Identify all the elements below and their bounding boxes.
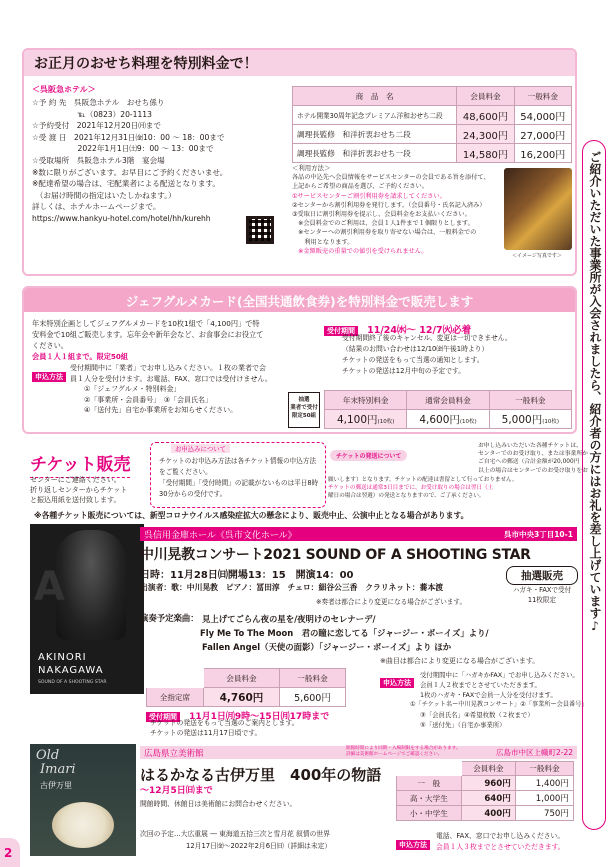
gourmet-card-section [22,286,577,434]
ticket-notice-box: お申込みについて チケットのお申込み方法は各チケット情報の申込方法 をご覧ください。 「受付期間」「受付時間」の記載がないものは平日8時 30分からの受付です。 [150,442,326,508]
osechi-title: お正月のおせち料理を特別料金で！ [34,56,258,72]
concert-apply-lines: 受付期間中に「ハガキかFAX」でお申し込みください。 会員１人２枚までとさせていただきます。 1枚のハガキ・FAXで会員一人分を受付けます。 ①「チケット名ー中川晃教コンサート」②「事業所ー会員番号」 ③「会員氏名」④希望枚数（２枚まで） ⑤「送付先」（自宅か事業所） [410,671,588,729]
table-row: ホテル開業30周年記念プレミアム洋和おせち二段 48,600円 54,000円 [293,106,572,125]
museum-apply-lines: 電話、FAX、窓口でお申し込みください。 会員１人３枚までとさせていただきます。 [436,832,565,851]
covid-notice: ※各種チケット販売については、新型コロナウイルス感染症拡大の懸念により、販売中止、公演中止となる場合があります。 [34,511,469,520]
gourmet-card-title: ジェフグルメカード(全国共通飲食券)を特別料金で販売します [125,294,474,309]
hotel-url[interactable]: https://www.hankyu-hotel.com/hotel/hh/kurehh [32,213,211,223]
gourmet-price-table: 年末特別料金 通常会員料金 一般料金 4,100円(10枚) 4,600円(10枚) 5,000円(10枚) [324,390,572,429]
osechi-notes: ＜利用方法＞ 各品の中込先へ会員情報をサービスセンターの会員である旨を添付て、 上記からご希望の商品を選び、ご予約ください。 ①サービスセンターご割引利用券を請求してください。 ②センターから割引利用券を発行します。（会員番号・氏名記入済み） ③受取日に割引利用券を提示し、会員料金をお支払いください。 ※会員料金でのご利用は、会員１人1件まで１個限りとします。 ※センターへの割引利用券を取り寄せない場合は、一般料金での 利用となります。 ※金額販売の重量での値引を受けられません。 [292,164,490,255]
osechi-section [22,48,577,276]
table-header: 一般料金 [514,87,571,106]
concert-period-lines: チケットの発送をもって当選のご案内とします。 チケットの発送は11月17日頃です。 [150,719,299,737]
info-line: （お届け時間の指定はいたしかねます。） [32,190,176,200]
museum-until: ～12月5日㈰まで [140,786,213,796]
gourmet-limit: 会員１人１組まで。限定50組 [32,352,129,361]
concert-venue-bar: 呉信用金庫ホール《呉市文化ホール》 呉市中央3丁目10-1 [140,527,577,541]
concert-cast: 出演者：歌：中川晃教 ピアノ：冨田淳 チェロ：細谷公三香 クラリネット：蕎本渡 [140,583,444,592]
osechi-info [32,97,227,225]
info-line: 詳しくは、ホテルホームページまで。 [32,202,161,212]
lottery-box: 抽選販売 ハガキ・FAXで受付 11枚限定 [506,566,578,605]
museum-next: 次回の予定…大広重展 ― 東海道五拾三次と雪月花 叙情の世界 [140,830,330,838]
imari-plate-image [52,802,114,848]
table-row: 高・大学生 640円 1,000円 [397,791,574,806]
qr-code-icon[interactable] [246,216,274,244]
period-value: 11/24㈬～ 12/7㈫必着 [367,325,472,336]
referral-side-banner [582,140,606,830]
table-row: 一 般 960円 1,400円 [397,776,574,791]
concert-title: 中川晃教コンサート2021 SOUND OF A SHOOTING STAR [140,547,531,563]
info-line: ☆受取場所 呉阪急ホテル3階 宴会場 [32,155,165,165]
gourmet-apply-lines: 受付期間中に「業者」でお申し込みください。１枚の業者で会 員１人分を受付けます。お電話、FAX、窓口では受付けません。 ①「ジェフグルメ・特別料金」 ②「事業所・会員番号」 ③「会員氏名」 ④「送付先」自宅か事業所をお知らせください。 [70,364,272,414]
info-line: ※数に限りがございます。お早目にご予約くださいませ。 [32,167,228,177]
info-line: ☆受 渡 日 2021年12月31日㈮10：00 ～ 18：00まで [32,132,225,142]
ticket-shipping: チケットの発送について お申し込みいただいた各種チケットは、 センターでのお受け取り、または事業所か ご自宅への郵送（合計金額が20,000円 以上の場合はセンターでのお受け取りをお 願いします）となります。チケットの配達は書留として行っておりません。 チケットの郵送は通常3日目までに、お受け取りの場合は翌日（土 曜日の場合は翌週）の発送となりますので、ご了承ください。 [328,443,588,500]
table-row: 調理長監修 和洋折衷おせち二段 24,300円 27,000円 [293,125,572,144]
concert-date: 日時：11月28日㈰開場13：15 開演14：00 [140,570,354,581]
gourmet-apply [32,364,66,383]
program-note: ※曲目は都合により変更になる場合がございます。 [380,657,540,665]
page-number: 2 [4,846,13,860]
page-number-tab [0,838,20,867]
image-caption: ＜イメージ写真です＞ [512,253,562,259]
info-line: ☆予約受付 2021年12月20日㈪まで [32,121,161,131]
osechi-venue-tag: ＜呉阪急ホテル＞ [32,85,96,94]
concert-price-table: 会員料金 一般料金 全指定席 4,760円 5,600円 [146,668,346,707]
museum-venue-bar: 広島県立美術館 開館時間により同期・入場制限をする場合があります。 詳細は美術館ホームページでご確認ください。 広島市中区上幟町2-22 [140,746,577,759]
singer-photo [56,530,126,640]
gourmet-card-header [24,288,575,312]
table-row: 調理長監修 和洋折衷おせち一段 14,580円 16,200円 [293,144,572,163]
table-row: 4,100円(10枚) 4,600円(10枚) 5,000円(10枚) [325,410,572,429]
museum-title: はるかなる古伊万里 400年の物語 [140,766,382,784]
info-line: ※配達希望の場合は、宅配業者による配送となります。 [32,179,221,189]
gourmet-period-lines: 受付期間終了後のキャンセル、変更は一切できません。 （結果のお問い合わせは12/10㈮午後1時より） チケットの発送をもって当選の通知とします。 チケットの発送は12月中旬の予定です。 [342,334,512,375]
museum-price-table: 会員料金 一般料金 一 般 960円 1,400円 高・大学生 640円 1,000円 小・中学生 400円 750円 [396,761,574,821]
lottery-badge: 抽選 業者で受付 限定50組 [288,392,320,428]
side-text: ご紹介いただいた事業所が入会されましたら、紹介者の方にはお礼を差し上げています♪ [588,151,602,633]
museum-poster: Old Imari 古伊万里 [30,744,136,856]
osechi-photo [504,168,572,250]
table-row: 小・中学生 400円 750円 [397,806,574,821]
info-line: 2022年1月1日㈯9：00 ～ 13：00まで [32,144,214,154]
gourmet-intro: 年末特別企画としてジェフグルメカードを10枚1組で「4,100円」で特 安料金で10組ご販売します。忘年会や新年会など、お食事会にお役立て ください。 会員１人１組まで。限定50組 [32,318,287,362]
program-label: 演奏予定楽曲： [140,613,199,623]
museum-next-dates: 12月17日㈮～2022年2月6日㈰（詳細は未定） [186,842,332,850]
program-list: 見上げてごらん夜の星を/夜明けのセレナーデ/ Fly Me To The Moon 君の瞳に恋してる「ジャージー・ボーイズ」より/ Fallen Angel（天使の面影）「ジャージー・ボーイズ」より ほか [200,614,489,652]
info-line: ℡（0823）20-1113 [32,109,152,119]
cast-note: ※奏者は都合により変更になる場合がございます。 [316,598,467,606]
period-tag: 受付期間 [324,326,358,336]
concert-poster: A AKINORI NAKAGAWA SOUND OF A SHOOTING STAR [30,524,144,694]
osechi-price-table [292,86,572,163]
museum-hours: 開館時間、休館日は美術館にお問合わせください。 [140,800,297,808]
ticket-desc: センターにご連絡ください。 折り返しセンターからチケット と振込用紙を送付致します。 [30,476,128,504]
table-header: 会員料金 [457,87,514,106]
concert-apply: 申込方法 [380,670,414,689]
concert-period: 受付期間 11月1日㈪9時～15日㈪17時まで [146,704,329,723]
ticket-title: チケット販売 [30,450,130,478]
table-row: 全指定席 4,760円 5,600円 [147,688,346,707]
museum-apply: 申込方法 [396,832,430,851]
info-line: ☆予 約 先 呉阪急ホテル おせち係り [32,98,165,107]
osechi-header [24,50,575,76]
apply-tag: 申込方法 [32,372,66,382]
table-header: 商 品 名 [293,87,457,106]
